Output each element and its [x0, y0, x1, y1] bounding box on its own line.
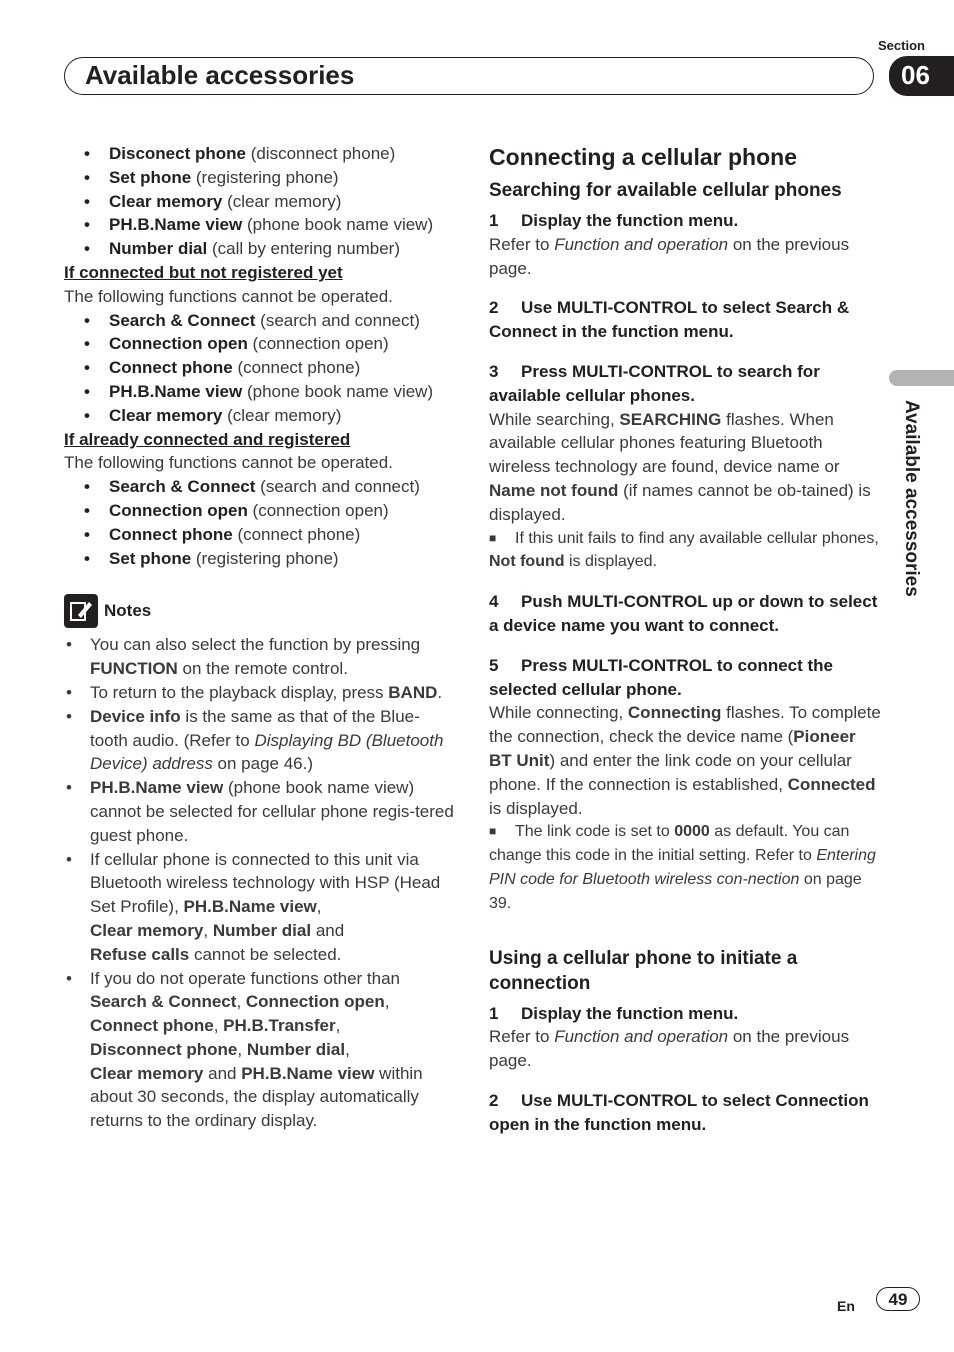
note-item: • Device info is the same as that of the Blue-tooth audio. (Refer to Displaying BD (Bluetooth Device) address on page 46.): [64, 705, 454, 776]
list-item: • PH.B.Name view (phone book name view): [64, 380, 454, 404]
language-label: En: [837, 1298, 855, 1314]
list-item: • Clear memory (clear memory): [64, 404, 454, 428]
functions-list: [64, 142, 454, 261]
subsection-heading: Searching for available cellular phones: [489, 180, 842, 201]
list-item: • Number dial (call by entering number): [64, 237, 454, 261]
square-bullet-icon: ■: [489, 530, 497, 545]
square-bullet-icon: ■: [489, 824, 497, 839]
step-1: 1 Display the function menu.: [489, 1003, 739, 1023]
note-pencil-icon: [64, 594, 98, 628]
list-item: • Set phone (registering phone): [64, 166, 454, 190]
page-number: 49: [876, 1287, 920, 1311]
step-2: 2 Use MULTI-CONTROL to select Connection open in the function menu.: [489, 1090, 869, 1134]
already-registered-heading: If already connected and registered: [64, 429, 351, 449]
not-registered-intro: The following functions cannot be operated.: [64, 286, 393, 306]
list-item: • Search & Connect (search and connect): [64, 309, 454, 333]
step-4: 4 Push MULTI-CONTROL up or down to select a device name you want to connect.: [489, 592, 878, 635]
notes-header: [64, 594, 454, 628]
list-item: • Set phone (registering phone): [64, 547, 454, 571]
note-item: • You can also select the function by pressing FUNCTION on the remote control.: [64, 633, 454, 681]
step-3: 3 Press MULTI-CONTROL to search for available cellular phones.: [489, 361, 820, 405]
notes-label: Notes: [104, 601, 152, 621]
note-item: • If you do not operate functions other than Search & Connect, Connection open, Connect phone, PH.B.Transfer, Disconnect phone, Number dial, Clear memory and PH.B.Name view within about 30 seconds, the display automatically returns to the ordinary display.: [64, 967, 454, 1134]
step-3-note: ■ If this unit fails to find any available cellular phones, Not found is displayed.: [489, 527, 881, 575]
section-number-badge: 06: [889, 56, 954, 96]
step-5-note: ■ The link code is set to 0000 as default. You can change this code in the initial setting. Refer to Entering PIN code for Bluetooth wireless con-nection on page 39.: [489, 820, 881, 915]
left-column: [64, 142, 454, 1133]
not-registered-heading: If connected but not registered yet: [64, 262, 343, 282]
list-item: • Disconect phone (disconnect phone): [64, 142, 454, 166]
step-2: 2 Use MULTI-CONTROL to select Search & Connect in the function menu.: [489, 298, 850, 342]
header-banner: [64, 57, 874, 95]
step-5-body: While connecting, Connecting flashes. To complete the connection, check the device name (Pioneer BT Unit) and enter the link code on your cellular phone. If the connection is established, Connected is displayed.: [489, 703, 881, 818]
list-item: • PH.B.Name view (phone book name view): [64, 213, 454, 237]
list-item: • Connect phone (connect phone): [64, 523, 454, 547]
list-item: • Connection open (connection open): [64, 499, 454, 523]
side-tab: [894, 400, 924, 640]
side-tab-bar: [889, 370, 954, 386]
side-tab-label: Available accessories: [901, 400, 922, 597]
step-1: 1 Display the function menu.: [489, 211, 739, 230]
step-1-body: Refer to Function and operation on the previous page.: [489, 234, 850, 278]
not-registered-list: [64, 309, 454, 428]
note-item: • To return to the playback display, press BAND.: [64, 681, 454, 705]
step-5: 5 Press MULTI-CONTROL to connect the selected cellular phone.: [489, 655, 834, 699]
list-item: • Connect phone (connect phone): [64, 356, 454, 380]
already-registered-list: [64, 475, 454, 570]
note-item: • PH.B.Name view (phone book name view) cannot be selected for cellular phone regis-tered guest phone.: [64, 776, 454, 847]
right-column: [489, 142, 881, 1137]
section-heading: Connecting a cellular phone: [489, 144, 797, 170]
section-label: Section: [878, 38, 925, 53]
notes-list: [64, 633, 454, 1133]
step-3-body: While searching, SEARCHING flashes. When available cellular phones featuring Bluetooth wireless technology are found, device name or Name not found (if names cannot be ob-tained) is displayed.: [489, 409, 871, 524]
subsection-heading: Using a cellular phone to initiate a connection: [489, 947, 798, 994]
page-title: Available accessories: [85, 60, 355, 90]
note-item: • If cellular phone is connected to this unit via Bluetooth wireless technology with HSP (Head Set Profile), PH.B.Name view, Clear memory, Number dial and Refuse calls cannot be selected.: [64, 848, 454, 967]
list-item: • Connection open (connection open): [64, 332, 454, 356]
step-1-body: Refer to Function and operation on the previous page.: [489, 1027, 850, 1071]
list-item: • Clear memory (clear memory): [64, 190, 454, 214]
list-item: • Search & Connect (search and connect): [64, 475, 454, 499]
already-registered-intro: The following functions cannot be operated.: [64, 453, 393, 473]
